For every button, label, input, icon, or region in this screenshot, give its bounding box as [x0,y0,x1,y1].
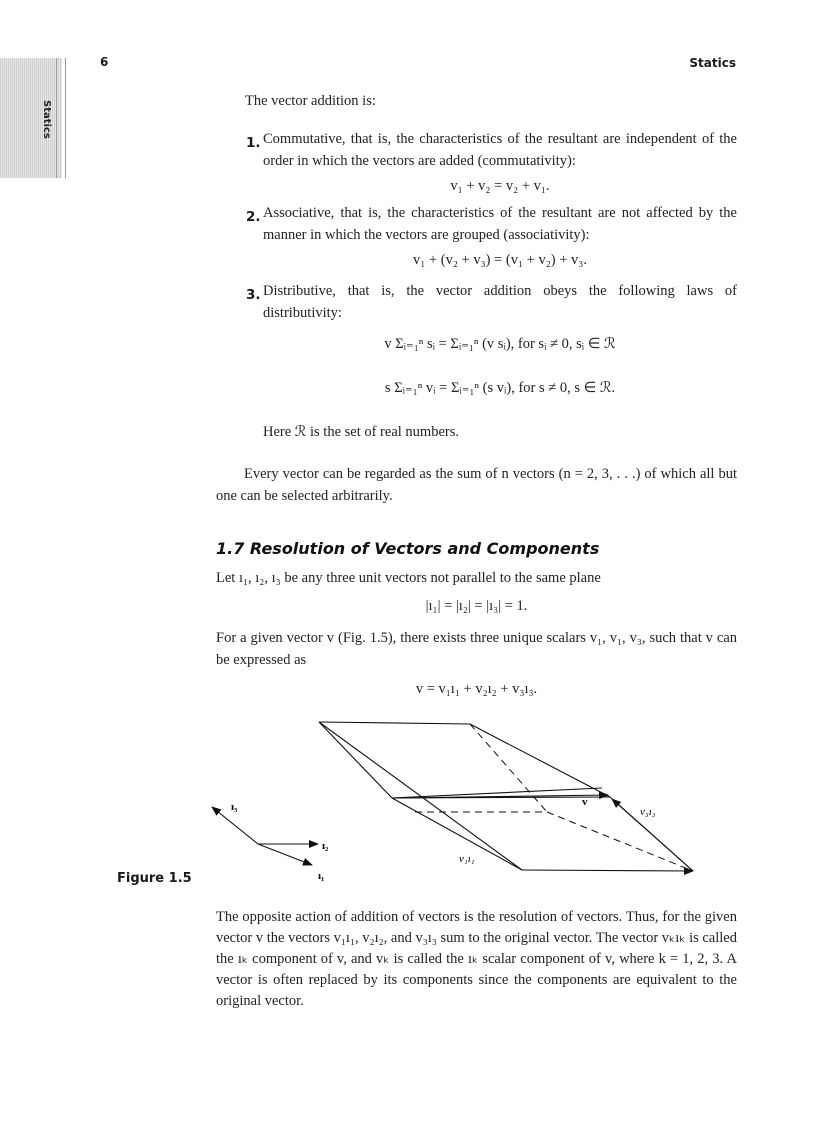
running-title: Statics [689,56,736,70]
hidden-edge-vertical [470,724,547,812]
property-number: 1. [246,135,261,151]
property-number: 3. [246,287,261,303]
edge-left-lower [392,798,522,870]
property-text: Distributive, that is, the vector addition obeys the following laws of distributivity: [263,283,737,321]
equation-commutative: v₁ + v₂ = v₂ + v₁. [450,178,550,194]
property-number: 2. [246,209,261,225]
label-i2: ı₂ [322,840,329,852]
equation-distributive-a: v Σᵢ₌₁ⁿ sᵢ = Σᵢ₌₁ⁿ (v sᵢ), for sᵢ ≠ 0, sᵢ ∈ ℛ [384,336,616,352]
unit-vectors-text: Let ı₁, ı₂, ı₃ be any three unit vectors not parallel to the same plane [216,570,601,586]
section-heading: 1.7 Resolution of Vectors and Components [216,539,600,558]
unit-vector-i1 [258,844,312,865]
paragraph-resolution: The opposite action of addition of vectors is the resolution of vectors. Thus, for the given vector v the vectors v₁ı₁, v₂ı₂, and v₃ı₃ sum to the original vector. The vector vₖıₖ is called the ıₖ component of v, and vₖ is called the ıₖ scalar component of v, where k = 1, 2, 3. A vector is often replaced by its components since the components are equivalent to the original vector. [216,909,737,1009]
label-v3i3: v₃ı₃ [640,806,656,818]
label-v1i1: v₁ı₁ [459,853,475,865]
intro-text: The vector addition is: [245,93,376,109]
paragraph-arbitrary-vectors: Every vector can be regarded as the sum of n vectors (n = 2, 3, . . .) of which all but one can be selected arbitrarily. [216,466,737,504]
label-i1: ı₁ [318,870,325,882]
hidden-edge-diagonal [547,812,693,871]
edge-top-right [470,724,610,797]
property-text: Associative, that is, the characteristics of the resultant are not affected by the manner in which the vectors are grouped (associativity): [263,205,737,243]
equation-associative: v₁ + (v₂ + v₃) = (v₁ + v₂) + v₃. [413,252,587,268]
thumb-tab-label: Statics [41,100,52,139]
edge-top-front [319,722,470,724]
property-text: Commutative, that is, the characteristics of the resultant are independent of the order in which the vectors are added (commutativity): [263,131,737,169]
label-v: v [582,796,588,808]
equation-decomposition: v = v₁ı₁ + v₂ı₂ + v₃ı₃. [415,681,538,697]
label-i3: ı₃ [231,801,238,813]
figure-label: Figure 1.5 [117,871,192,886]
edge-bottom-front [522,870,693,871]
edge-diagonal-front [319,722,522,870]
page-number: 6 [100,55,109,69]
equation-distributive-b: s Σᵢ₌₁ⁿ vᵢ = Σᵢ₌₁ⁿ (s vᵢ), for s ≠ 0, s ∈ ℛ. [384,380,616,396]
scalars-text: For a given vector v (Fig. 1.5), there exists three unique scalars v₁, v₁, v₃, such that v can be expressed as [216,630,737,668]
edge-left-upper [319,722,392,798]
equation-unit-length: |ı₁| = |ı₂| = |ı₃| = 1. [425,598,528,614]
real-numbers-note: Here ℛ is the set of real numbers. [263,424,459,440]
